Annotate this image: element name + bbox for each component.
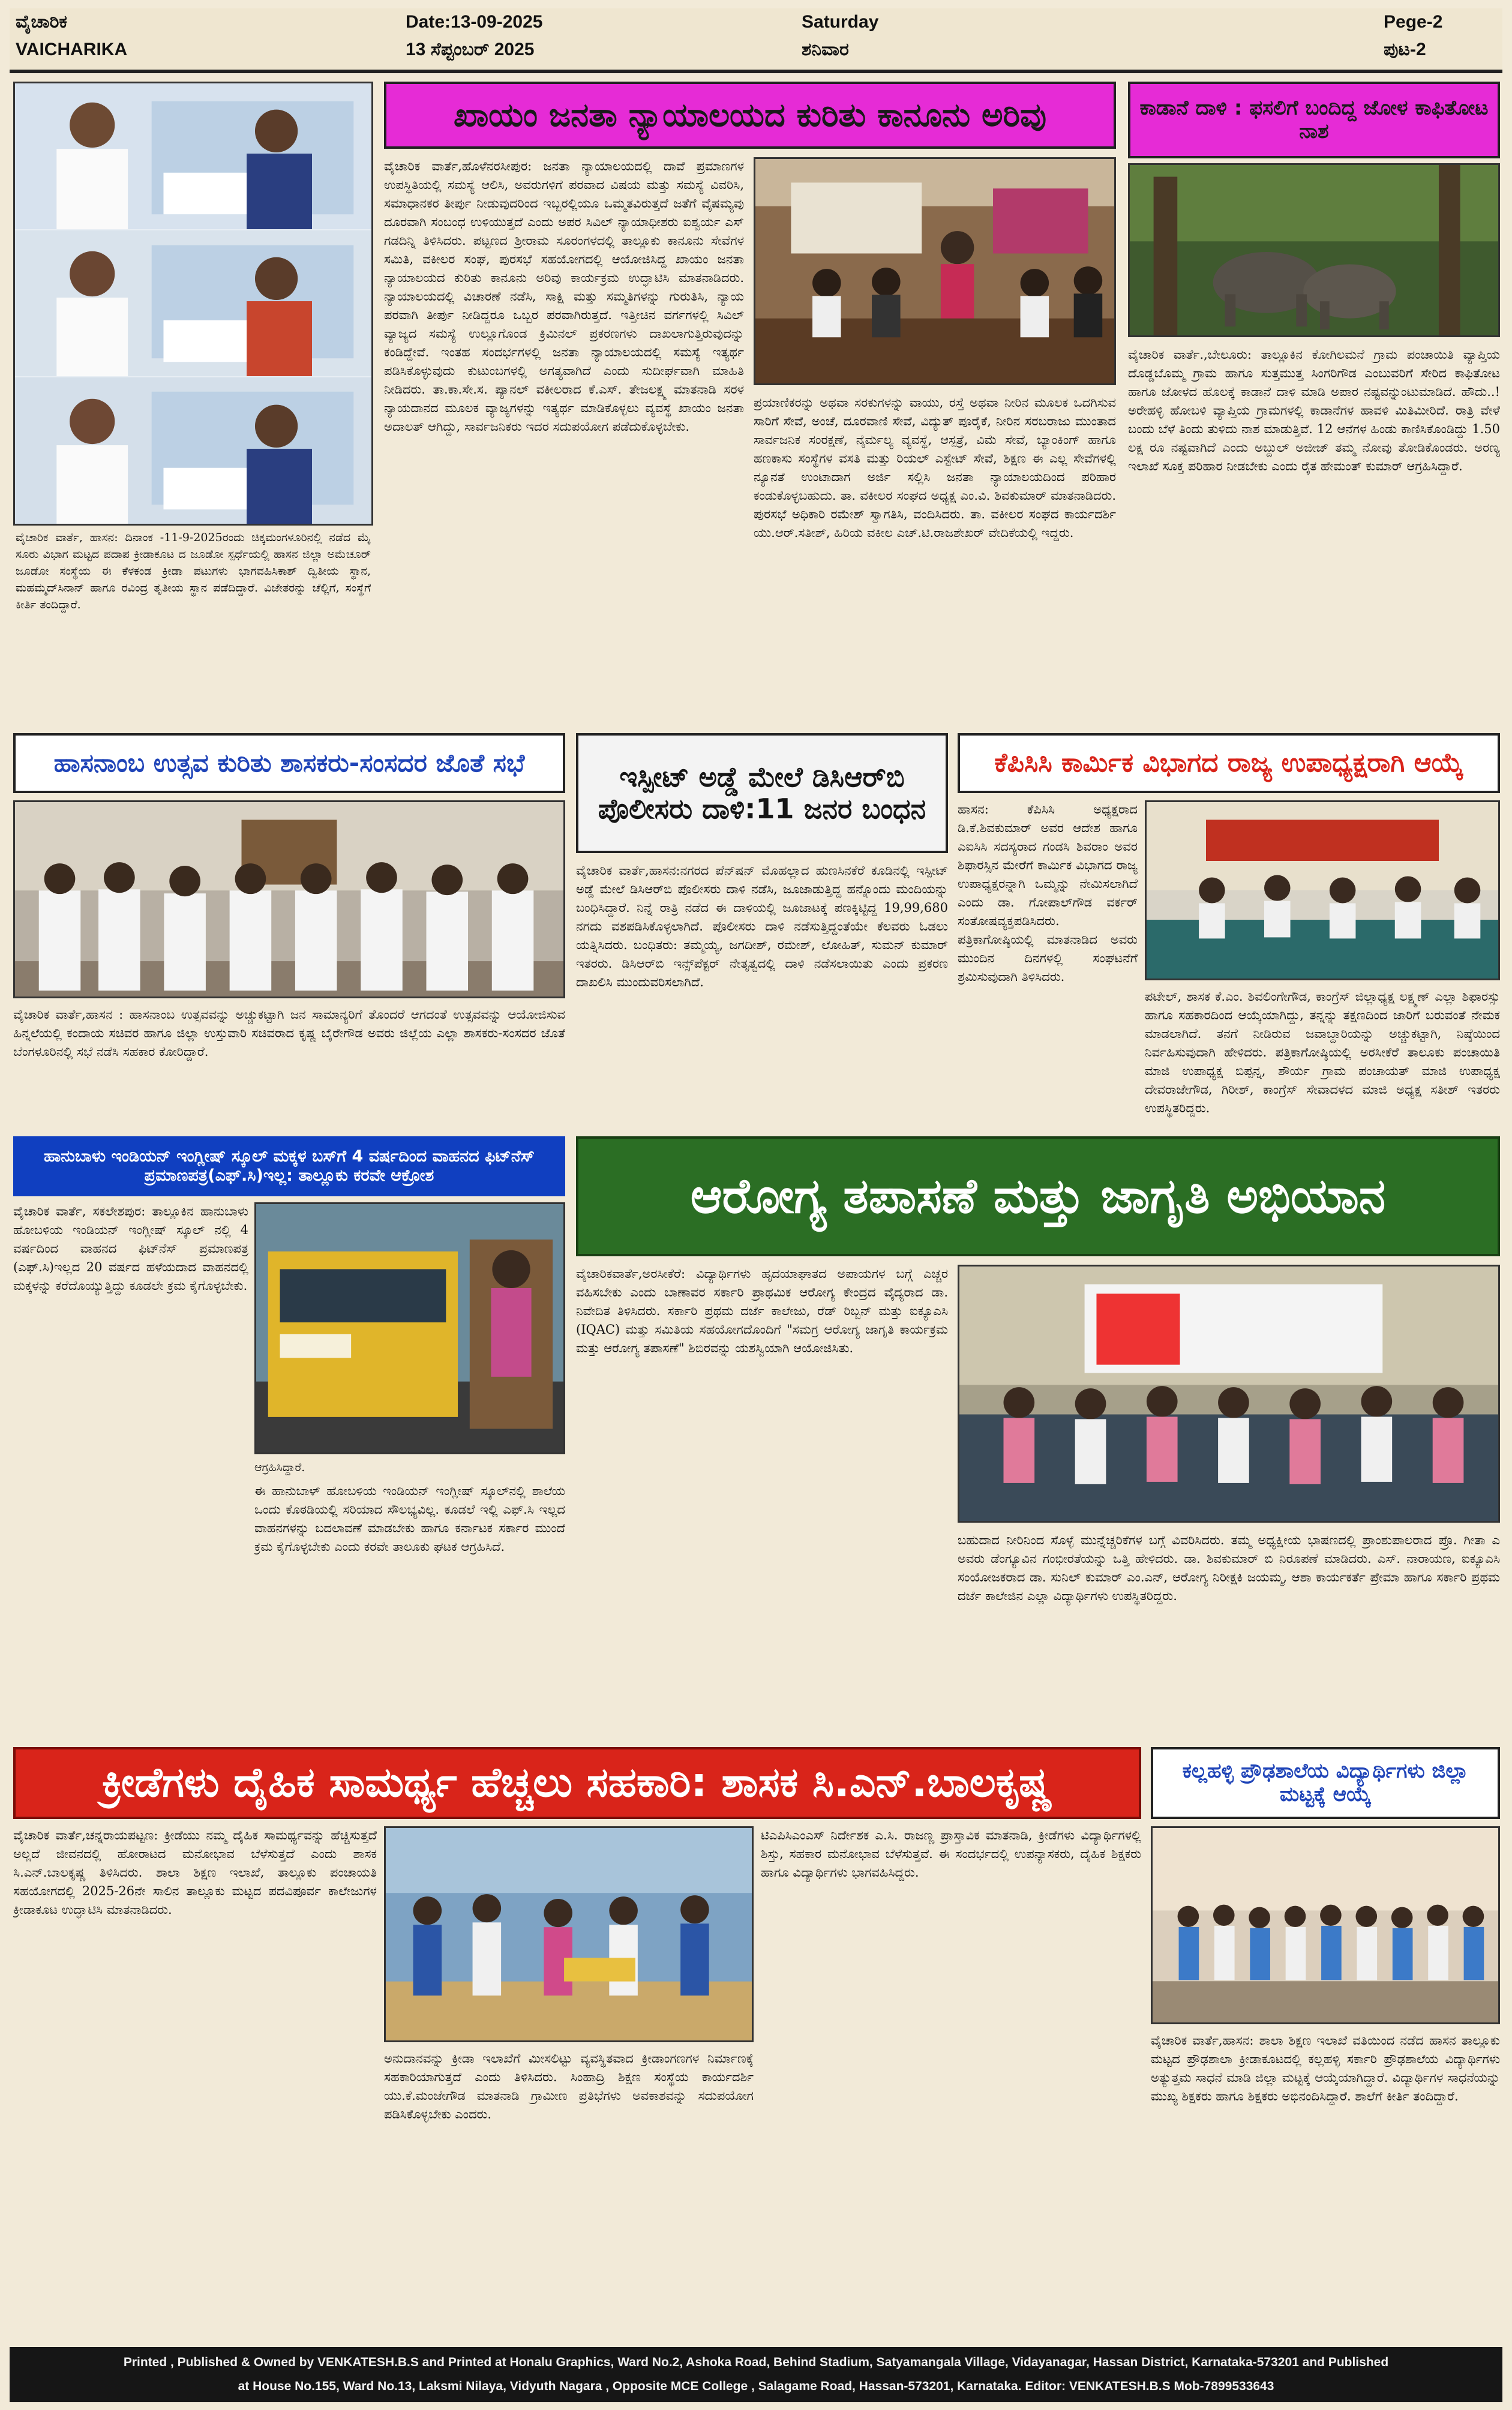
sports-col3: ಟಿಎಪಿಸಿಎಂಎಸ್ ನಿರ್ದೇಶಕ ಎ.ಸಿ. ರಾಜಣ್ಣ ಪ್ರಾಸ್ತಾವಿಕ ಮಾತನಾಡಿ, ಕ್ರೀಡೆಗಳು ವಿದ್ಯಾರ್ಥಿಗಳಲ್ಲಿ ಶಿಸ್ತು, ಸಹಕಾರ ಮನೋಭಾವ ಬೆಳೆಸುತ್ತವೆ. ಈ ಸಂದರ್ಭದಲ್ಲಿ ಉಪನ್ಯಾಸಕರು, ದೈಹಿಕ ಶಿಕ್ಷಕರು ಹಾಗೂ ವಿದ್ಯಾರ್ಥಿಗಳು ಭಾಗವಹಿಸಿದ್ದರು. <box>761 1828 1141 1880</box>
school-bus-col1: ವೈಚಾರಿಕ ವಾರ್ತೆ, ಸಕಲೇಶಪುರ: ತಾಲ್ಲೂಕಿನ ಹಾನುಬಾಳು ಹೋಬಳಿಯ ಇಂಡಿಯನ್ ಇಂಗ್ಲೀಷ್ ಸ್ಕೂಲ್ ನಲ್ಲಿ 4 ವರ್ಷದಿಂದ ವಾಹನದ ಫಿಟ್‌ನೆಸ್ ಪ್ರಮಾಣಪತ್ರ (ಎಫ್.ಸಿ)ಇಲ್ಲದ 20 ವರ್ಷದ ಹಳೆಯದಾದ ವಾಹನದಲ್ಲಿ ಮಕ್ಕಳನ್ನು ಕರೆದೊಯ್ಯುತ್ತಿದ್ದು ಕೂಡಲೇ ಕ್ರಮ ಕೈಗೊಳ್ಳಬೇಕು. <box>13 1204 248 1293</box>
imprint-line-1: Printed , Published & Owned by VENKATESH.B.S and Printed at Honalu Graphics, Ward No.2, Ashoka Road, Behind Stadium, Satyamangala Village, Vidayanagar, Hassan District, Karnataka-573201 and Published <box>123 2355 1389 2369</box>
karate-award-photo <box>13 82 373 526</box>
legal-awareness-headline: ಖಾಯಂ ಜನತಾ ನ್ಯಾಯಾಲಯದ ಕುರಿತು ಕಾನೂನು ಅರಿವು <box>384 82 1116 149</box>
karate-caption: ವೈಚಾರಿಕ ವಾರ್ತೆ, ಹಾಸನ: ದಿನಾಂಕ -11-9-2025ರಂದು ಚಿಕ್ಕಮಂಗಳೂರಿನಲ್ಲಿ ನಡೆದ ಮೈ ಸೂರು ವಿಭಾಗ ಮಟ್ಟದ ಪದಾಪ ಕ್ರೀಡಾಕೂಟ ದ ಜೂಡೋ ಸ್ಪರ್ಧೆಯಲ್ಲಿ ಹಾಸನ ಜಿಲ್ಲಾ ಅಮೆಚೂರ್ ಜೂಡೋ ಸಂಸ್ಥೆಯ ಈ ಕೆಳಕಂಡ ಕ್ರೀಡಾ ಪಟುಗಳು ಭಾಗವಹಿಸಿಕಾಶ್ ದ್ವಿತೀಯ ಸ್ಥಾನ, ಮಹಮ್ಮದ್‌ಸಿನಾನ್ ಹಾಗೂ ರವಿಂದ್ರ ತೃತೀಯ ಸ್ಥಾನ ಪಡೆದಿದ್ದಾರೆ. ವಿಜೇತರನ್ನು ಚೆಲ್ಲಿಗೆ, ಸಂಸ್ಥೆಗೆ ಕೀರ್ತಿ ತಂದಿದ್ದಾರೆ. <box>16 531 371 611</box>
masthead-day-kn: ಶನಿವಾರ <box>802 40 849 59</box>
school-bus-photo-caption: ಆಗ್ರಹಿಸಿದ್ದಾರೆ. <box>254 1461 305 1474</box>
elephant-attack-headline: ಕಾಡಾನೆ ದಾಳಿ : ಫಸಲಿಗೆ ಬಂದಿದ್ದ ಜೋಳ ಕಾಫಿತೋಟ ನಾಶ <box>1128 82 1500 158</box>
health-camp-photo <box>958 1265 1500 1523</box>
school-bus-col2: ಈ ಹಾನುಬಾಳ್ ಹೋಬಳಿಯ ಇಂಡಿಯನ್ ಇಂಗ್ಲೀಷ್ ಸ್ಕೂಲ್‌ನಲ್ಲಿ ಶಾಲೆಯ ಒಂದು ಕೊಠಡಿಯಲ್ಲಿ ಸರಿಯಾದ ಸೌಲಭ್ಯವಿಲ್ಲ. ಕೂಡಲೆ ಇಲ್ಲಿ ಎಫ್.ಸಿ ಇಲ್ಲದ ವಾಹನಗಳನ್ನು ಬದಲಾವಣೆ ಮಾಡಬೇಕು ಹಾಗೂ ಕರ್ನಾಟಕ ಸರ್ಕಾರ ಮುಂದೆ ಕ್ರಮ ಕೈಗೊಳ್ಳಬೇಕು ಎಂದು ಕರವೇ ತಾಲೂಕು ಘಟಕ ಆಗ್ರಹಿಸಿದೆ. <box>254 1484 565 1554</box>
health-camp-headline: ಆರೋಗ್ಯ ತಪಾಸಣೆ ಮತ್ತು ಜಾಗೃತಿ ಅಭಿಯಾನ <box>576 1136 1500 1256</box>
kallahalli-school-text: ವೈಚಾರಿಕ ವಾರ್ತೆ,ಹಾಸನ: ಶಾಲಾ ಶಿಕ್ಷಣ ಇಲಾಖೆ ವತಿಯಿಂದ ನಡೆದ ಹಾಸನ ತಾಲ್ಲೂಕು ಮಟ್ಟದ ಪ್ರೌಢಶಾಲಾ ಕ್ರೀಡಾಕೂಟದಲ್ಲಿ ಕಲ್ಲಹಳ್ಳಿ ಸರ್ಕಾರಿ ಪ್ರೌಢಶಾಲೆಯ ವಿದ್ಯಾರ್ಥಿಗಳು ಅತ್ಯುತ್ತಮ ಸಾಧನೆ ಮಾಡಿ ಜಿಲ್ಲಾ ಮಟ್ಟಕ್ಕೆ ಆಯ್ಕೆಯಾಗಿದ್ದಾರೆ. ವಿದ್ಯಾರ್ಥಿಗಳ ಸಾಧನೆಯನ್ನು ಮುಖ್ಯ ಶಿಕ್ಷಕರು ಹಾಗೂ ಶಿಕ್ಷಕರು ಅಭಿನಂದಿಸಿದ್ದಾರೆ. ಶಾಲೆಗೆ ಕೀರ್ತಿ ತಂದಿದ್ದಾರೆ. <box>1151 2033 1500 2103</box>
elephant-photo <box>1128 163 1500 337</box>
masthead <box>10 8 1502 73</box>
masthead-date-kn: 13 ಸೆಪ್ಟಂಬರ್ 2025 <box>406 40 535 59</box>
hasanamba-headline: ಹಾಸನಾಂಬ ಉತ್ಸವ ಕುರಿತು ಶಾಸಕರು-ಸಂಸದರ ಜೊತೆ ಸಭೆ <box>13 733 565 793</box>
sports-headline: ಕ್ರೀಡೆಗಳು ದೈಹಿಕ ಸಾಮರ್ಥ್ಯ ಹೆಚ್ಚಲು ಸಹಕಾರಿ: ಶಾಸಕ ಸಿ.ಎನ್.ಬಾಲಕೃಷ್ಣ <box>13 1747 1141 1819</box>
masthead-title-en: VAICHARIKA <box>16 40 128 59</box>
legal-awareness-photo <box>754 157 1116 385</box>
kpcc-appointment-headline: ಕೆಪಿಸಿಸಿ ಕಾರ್ಮಿಕ ವಿಭಾಗದ ರಾಜ್ಯ ಉಪಾಧ್ಯಕ್ಷರಾಗಿ ಆಯ್ಕೆ <box>958 733 1500 793</box>
gambling-raid-text: ವೈಚಾರಿಕ ವಾರ್ತೆ,ಹಾಸನ:ನಗರದ ಪೆನ್‌ಷನ್ ಮೊಹಲ್ಲಾದ ಹುಣಸಿನಕೆರೆ ಕೂಡಿನಲ್ಲಿ ಇಸ್ಪೀಟ್ ಅಡ್ಡೆ ಮೇಲೆ ಡಿಸಿಆರ್‌ಬಿ ಪೊಲೀಸರು ದಾಳಿ ನಡೆಸಿ, ಜೂಜಾಡುತ್ತಿದ್ದ ಹನ್ನೊಂದು ಮಂದಿಯನ್ನು ಬಂಧಿಸಿದ್ದಾರೆ. ನಿನ್ನೆ ರಾತ್ರಿ ನಡೆದ ಈ ದಾಳಿಯಲ್ಲಿ ಜೂಜಾಟಕ್ಕೆ ಪಣಕ್ಕಿಟ್ಟಿದ್ದ 19,99,680 ನಗದು ವಶಪಡಿಸಿಕೊಳ್ಳಲಾಗಿದೆ. ಪೊಲೀಸರು ದಾಳಿ ನಡೆಸುತ್ತಿದ್ದಂತೆಯೇ ಕೆಲವರು ಓಡಲು ಯತ್ನಿಸಿದರು. ಬಂಧಿತರು: ತಮ್ಮಯ್ಯ, ಜಗದೀಶ್, ರಮೇಶ್, ಲೋಹಿತ್, ಸುಮನ್ ಕುಮಾರ್ ಇತರರು. ಡಿಸಿಆರ್‌ಬಿ ಇನ್ಸ್‌ಪೆಕ್ಟರ್ ನೇತೃತ್ವದಲ್ಲಿ ದಾಳಿ ನಡೆಸಲಾಯಿತು ಎಂದು ಪ್ರಕರಣ ದಾಖಲಿಸಿ ಮುಂದುವರಿಸಲಾಗಿದೆ. <box>576 863 948 989</box>
imprint-line-2: at House No.155, Ward No.13, Laksmi Nilaya, Vidyuth Nagara , Opposite MCE College , Salagame Road, Hassan-573201, Karnataka. Editor: VENKATESH.B.S Mob-7899533643 <box>238 2379 1274 2393</box>
hasanamba-text: ವೈಚಾರಿಕ ವಾರ್ತೆ,ಹಾಸನ : ಹಾಸನಾಂಬ ಉತ್ಸವವನ್ನು ಅಚ್ಚುಕಟ್ಟಾಗಿ ಜನ ಸಾಮಾನ್ಯರಿಗೆ ತೊಂದರೆ ಆಗದಂತೆ ಉತ್ಸವವನ್ನು ಆಯೋಜಿಸುವ ಹಿನ್ನಲೆಯಲ್ಲಿ ಕಂದಾಯ ಸಚಿವರ ಹಾಗೂ ಜಿಲ್ಲಾ ಉಸ್ತುವಾರಿ ಸಚಿವರಾದ ಕೃಷ್ಣ ಬೈರೇಗೌಡ ಅವರು ಜಿಲ್ಲೆಯ ಎಲ್ಲಾ ಶಾಸಕರು-ಸಂಸದರ ಜೊತೆ ಬೆಂಗಳೂರಿನಲ್ಲಿ ಸಭೆ ನಡೆಸಿ ಸಹಕಾರ ಕೋರಿದ್ದಾರೆ. <box>13 1007 565 1059</box>
masthead-page-en: Pege-2 <box>1384 12 1443 32</box>
press-meet-photo <box>1145 800 1500 980</box>
kpcc-appointment-col1: ಹಾಸನ: ಕೆಪಿಸಿಸಿ ಅಧ್ಯಕ್ಷರಾದ ಡಿ.ಕೆ.ಶಿವಕುಮಾರ್ ಅವರ ಆದೇಶ ಹಾಗೂ ಎಐಸಿಸಿ ಸದಸ್ಯರಾದ ಗಂಡಸಿ ಶಿವರಾಂ ಅವರ ಶಿಫಾರಸ್ಸಿನ ಮೇರೆಗೆ ಕಾರ್ಮಿಕ ವಿಭಾಗದ ರಾಜ್ಯ ಉಪಾಧ್ಯಕ್ಷರನ್ನಾಗಿ ಒಮ್ಮನ್ನು ನೇಮಿಸಲಾಗಿದೆ ಎಂದು ಡಾ. ಗೋಪಾಲ್‌ಗೌಡ ವರ್ಕರ್ ಸಂತೋಷವ್ಯಕ್ತಪಡಿಸಿದರು. ಪತ್ರಿಕಾಗೋಷ್ಠಿಯಲ್ಲಿ ಮಾತನಾಡಿದ ಅವರು ಮುಂದಿನ ದಿನಗಳಲ್ಲಿ ಸಂಘಟನೆಗೆ ಶ್ರಮಿಸುವುದಾಗಿ ತಿಳಿಸಿದರು. <box>958 802 1138 984</box>
school-bus-photo <box>254 1202 565 1454</box>
sports-event-photo <box>384 1826 754 2042</box>
masthead-title-kn: ವೈಚಾರಿಕ <box>16 12 67 32</box>
sports-col2: ಅನುದಾನವನ್ನು ಕ್ರೀಡಾ ಇಲಾಖೆಗೆ ಮೀಸಲಿಟ್ಟು ವ್ಯವಸ್ಥಿತವಾದ ಕ್ರೀಡಾಂಗಣಗಳ ನಿರ್ಮಾಣಕ್ಕೆ ಸಹಕಾರಿಯಾಗುತ್ತದೆ ಎಂದು ತಿಳಿಸಿದರು. ಸಿಂಹಾದ್ರಿ ಶಿಕ್ಷಣ ಸಂಸ್ಥೆಯ ಕಾರ್ಯದರ್ಶಿ ಯು.ಕೆ.ಮಂಜೇಗೌಡ ಮಾತನಾಡಿ ಗ್ರಾಮೀಣ ಪ್ರತಿಭೆಗಳು ಅವಕಾಶವನ್ನು ಸದುಪಯೋಗ ಪಡಿಸಿಕೊಳ್ಳಬೇಕು ಎಂದರು. <box>384 2051 754 2121</box>
imprint-footer <box>10 2347 1502 2402</box>
kallahalli-students-photo <box>1151 1826 1500 2024</box>
health-camp-col2: ಬಹುದಾದ ನೀರಿನಿಂದ ಸೊಳ್ಳೆ ಮುನ್ನೆಚ್ಚರಿಕೆಗಳ ಬಗ್ಗೆ ವಿವರಿಸಿದರು. ತಮ್ಮ ಅಧ್ಯಕ್ಷೀಯ ಭಾಷಣದಲ್ಲಿ ಪ್ರಾಂಶುಪಾಲರಾದ ಪ್ರೊ. ಗೀತಾ ಎ ಅವರು ಡೆಂಗ್ಯೂವಿನ ಗಂಭೀರತೆಯನ್ನು ಒತ್ತಿ ಹೇಳಿದರು. ಡಾ. ಶಿವಕುಮಾರ್ ಬಿ ನಿರೂಪಣೆ ಮಾಡಿದರು. ಎಸ್. ನಾರಾಯಣ, ಐಕ್ಯೂಎಸಿ ಸಂಯೋಜಕರಾದ ಡಾ. ಸುನಿಲ್ ಕುಮಾರ್ ಎಂ.ಎನ್, ಆರೋಗ್ಯ ನಿರೀಕ್ಷಕಿ ಜಯಮ್ಮ, ಆಶಾ ಕಾರ್ಯಕರ್ತೆ ಪ್ರೇಮಾ ಹಾಗೂ ಸರ್ಕಾರಿ ಪ್ರಥಮ ದರ್ಜೆ ಕಾಲೇಜಿನ ಎಲ್ಲಾ ವಿದ್ಯಾರ್ಥಿಗಳು ಉಪಸ್ಥಿತರಿದ್ದರು. <box>958 1533 1500 1603</box>
gambling-raid-headline: ಇಸ್ಪೀಟ್ ಅಡ್ಡೆ ಮೇಲೆ ಡಿಸಿಆರ್‌ಬಿ ಪೊಲೀಸರು ದಾಳಿ:11 ಜನರ ಬಂಧನ <box>576 733 948 853</box>
kpcc-appointment-col2: ಪಟೇಲ್, ಶಾಸಕ ಕೆ.ಎಂ. ಶಿವಲಿಂಗೇಗೌಡ, ಕಾಂಗ್ರೆಸ್ ಜಿಲ್ಲಾಧ್ಯಕ್ಷ ಲಕ್ಷ್ಮಣ್ ಎಲ್ಲಾ ಶಿಫಾರಸ್ಸು ಹಾಗೂ ಸಹಕಾರದಿಂದ ಆಯ್ಕೆಯಾಗಿದ್ದು, ತನ್ನನ್ನು ತಕ್ಷಣದಿಂದ ಜಾರಿಗೆ ಬರುವಂತೆ ನೇಮಕ ಮಾಡಲಾಗಿದೆ. ತನಗೆ ನೀಡಿರುವ ಜವಾಬ್ದಾರಿಯನ್ನು ಅಚ್ಚುಕಟ್ಟಾಗಿ, ನಿಷ್ಠೆಯಿಂದ ನಿರ್ವಹಿಸುವುದಾಗಿ ಹೇಳಿದರು. ಪತ್ರಿಕಾಗೋಷ್ಠಿಯಲ್ಲಿ ಅರಸೀಕೆರೆ ತಾಲೂಕು ಪಂಚಾಯಿತಿ ಮಾಜಿ ಉಪಾಧ್ಯಕ್ಷ ಬಿಪ್ಪನ್ನ, ಶೌರ್ಯ ಗ್ರಾಮ ಪಂಚಾಯತ್ ಮಾಜಿ ಉಪಾಧ್ಯಕ್ಷ ದೇವರಾಜೇಗೌಡ, ಗಿರೀಶ್, ಕಾಂಗ್ರೆಸ್ ಸೇವಾದಳದ ಮಾಜಿ ಅಧ್ಯಕ್ಷ ಸತೀಶ್ ಇತರರು ಉಪಸ್ಥಿತರಿದ್ದರು. <box>1145 989 1500 1115</box>
health-camp-col1: ವೈಚಾರಿಕವಾರ್ತೆ,ಅರಸೀಕೆರೆ: ವಿದ್ಯಾರ್ಥಿಗಳು ಹೃದಯಾಘಾತದ ಅಪಾಯಗಳ ಬಗ್ಗೆ ಎಚ್ಚರ ವಹಿಸಬೇಕು ಎಂದು ಬಾಣಾವರ ಸರ್ಕಾರಿ ಪ್ರಾಥಮಿಕ ಆರೋಗ್ಯ ಕೇಂದ್ರದ ವೈದ್ಯರಾದ ಡಾ. ನಿವೇದಿತ ತಿಳಿಸಿದರು. ಸರ್ಕಾರಿ ಪ್ರಥಮ ದರ್ಜೆ ಕಾಲೇಜು, ರೆಡ್ ರಿಬ್ಬನ್ ಮತ್ತು ಐಕ್ಯೂಎಸಿ (IQAC) ಮತ್ತು ಸಮಿತಿಯ ಸಹಯೋಗದೊಂದಿಗೆ "ಸಮಗ್ರ ಆರೋಗ್ಯ ಜಾಗೃತಿ ಕಾರ್ಯಕ್ರಮ ಮತ್ತು ಆರೋಗ್ಯ ತಪಾಸಣೆ" ಶಿಬಿರವನ್ನು ಯಶಸ್ವಿಯಾಗಿ ಆಯೋಜಿಸಿತು. <box>576 1266 948 1355</box>
masthead-page-kn: ಪುಟ-2 <box>1384 40 1426 59</box>
legal-awareness-col2: ಪ್ರಯಾಣಿಕರನ್ನು ಅಥವಾ ಸರಕುಗಳನ್ನು ವಾಯು, ರಸ್ತೆ ಅಥವಾ ನೀರಿನ ಮೂಲಕ ಒದಗಿಸುವ ಸಾರಿಗೆ ಸೇವೆ, ಅಂಚೆ, ದೂರವಾಣಿ ಸೇವೆ, ವಿದ್ಯುತ್ ಪೂರೈಕೆ, ನೀರಿನ ಸರಬರಾಜು ಮುಂತಾದ ಸಾರ್ವಜನಿಕ ಸಂರಕ್ಷಣೆ, ನೈರ್ಮಲ್ಯ ವ್ಯವಸ್ಥೆ, ಆಸ್ಪತ್ರೆ, ವಿಮೆ ಸೇವೆ, ಬ್ಯಾಂಕಿಂಗ್ ಹಾಗೂ ಹಣಕಾಸು ಸಂಸ್ಥೆಗಳ ವಸತಿ ಮತ್ತು ರಿಯಲ್ ಎಸ್ಟೇಟ್ ಸೇವೆ, ಶಿಕ್ಷಣ ಈ ಎಲ್ಲ ಸೇವೆಗಳಲ್ಲಿ ನ್ಯೂನತೆ ಉಂಟಾದಾಗ ಅರ್ಜಿ ಸಲ್ಲಿಸಿ ಜನತಾ ನ್ಯಾಯಾಲಯದಿಂದ ಪರಿಹಾರ ಕಂಡುಕೊಳ್ಳಬಹುದು. ತಾ. ವಕೀಲರ ಸಂಘದ ಅಧ್ಯಕ್ಷ ಎಂ.ವಿ. ಶಿವಕುಮಾರ್ ಮಾತನಾಡಿದರು. ಪುರಸಭೆ ಅಧಿಕಾರಿ ರಮೇಶ್ ಸ್ವಾಗತಿಸಿ, ವಂದಿಸಿದರು. ತಾ. ವಕೀಲರ ಸಂಘದ ಕಾರ್ಯದರ್ಶಿ ಯು.ಆರ್.ಸತೀಶ್, ಹಿರಿಯ ವಕೀಲ ಎಚ್.ಟಿ.ರಾಜಶೇಖರ್ ವೇದಿಕೆಯಲ್ಲಿ ಇದ್ದರು. <box>754 395 1116 540</box>
masthead-day-en: Saturday <box>802 12 879 32</box>
hasanamba-meeting-photo <box>13 800 565 998</box>
elephant-attack-text: ವೈಚಾರಿಕ ವಾರ್ತೆ.,ಬೇಲೂರು: ತಾಲ್ಲೂಕಿನ ಕೋಗಿಲಮನೆ ಗ್ರಾಮ ಪಂಚಾಯಿತಿ ವ್ಯಾಪ್ತಿಯ ದೊಡ್ಡಬೊಮ್ಮ ಗ್ರಾಮ ಹಾಗೂ ಸುತ್ತಮುತ್ತ ಸಿಂಗರಿಗೌಡ ಎಂಬುವರಿಗೆ ಸೇರಿದ ಕಾಫಿತೋಟ ಹಾಗೂ ಜೋಳದ ಹೊಲಕ್ಕೆ ಕಾಡಾನೆ ದಾಳಿ ಮಾಡಿ ಅಪಾರ ನಷ್ಟವನ್ನುಂಟುಮಾಡಿದೆ. ಹೌದು..! ಅರೇಹಳ್ಳಿ ಹೋಬಳಿ ವ್ಯಾಪ್ತಿಯ ಗ್ರಾಮಗಳಲ್ಲಿ ಕಾಡಾನೆಗಳ ಹಾವಳಿ ಮಿತಿಮೀರಿದೆ. ರಾತ್ರಿ ವೇಳೆ ಬಂದು ಬೆಳೆ ತಿಂದು ತುಳಿದು ನಾಶ ಮಾಡುತ್ತಿವೆ. 12 ಆನೆಗಳ ಹಿಂಡು ಕಾಣಿಸಿಕೊಂಡಿದ್ದು 1.50 ಲಕ್ಷ ರೂ ನಷ್ಟವಾಗಿದೆ ಎಂದು ಅಬ್ದುಲ್ ಅಜೀಜ್ ತಮ್ಮ ನೋವು ತೋಡಿಕೊಂಡರು. ಅರಣ್ಯ ಇಲಾಖೆ ಸೂಕ್ತ ಪರಿಹಾರ ನೀಡಬೇಕು ಎಂದು ರೈತ ಹೇಮಂತ್ ಕುಮಾರ್ ಆಗ್ರಹಿಸಿದ್ದಾರೆ. <box>1128 347 1500 473</box>
school-bus-headline: ಹಾನುಬಾಳು ಇಂಡಿಯನ್ ಇಂಗ್ಲೀಷ್ ಸ್ಕೂಲ್ ಮಕ್ಕಳ ಬಸ್‌ಗೆ 4 ವರ್ಷದಿಂದ ವಾಹನದ ಫಿಟ್‌ನೆಸ್ ಪ್ರಮಾಣಪತ್ರ(ಎಫ್.ಸಿ)ಇಲ್ಲ: ತಾಲ್ಲೂಕು ಕರವೇ ಆಕ್ರೋಶ <box>13 1136 565 1196</box>
legal-awareness-col1: ವೈಚಾರಿಕ ವಾರ್ತೆ,ಹೊಳೆನರಸೀಪುರ: ಜನತಾ ನ್ಯಾಯಾಲಯದಲ್ಲಿ ದಾವೆ ಪ್ರಮಾಣಗಳ ಉಪಸ್ಥಿತಿಯಲ್ಲಿ ಸಮಸ್ಯೆ ಆಲಿಸಿ, ಅವರುಗಳಿಗೆ ಪರವಾದ ವಿಷಯ ಮತ್ತು ಸಮಸ್ಯೆ ವಿವರಿಸಿ, ಸಮಾಧಾನಕರ ತೀರ್ಪು ನೀಡುವುದರಿಂದ ಇಬ್ಬರಲ್ಲಿಯೂ ಒಮ್ಮತವಿರುತ್ತದೆ ಜತೆಗೆ ವೈಷಮ್ಯವು ದೂರವಾಗಿ ಸಂಬಂಧ ಉಳಿಯುತ್ತದೆ ಎಂದು ಅಪರ ಸಿವಿಲ್ ನ್ಯಾಯಾಧೀಶರು ಐಶ್ವರ್ಯ ಎಸ್ ಗಡದಿನ್ನಿ ತಿಳಿಸಿದರು. ಪಟ್ಟಣದ ಶ್ರೀರಾಮ ಸೂರಂಗಳದಲ್ಲಿ ತಾಲ್ಲೂಕು ಕಾನೂನು ಸೇವೆಗಳ ಸಮಿತಿ, ವಕೀಲರ ಸಂಘ, ಪುರಸಭೆ ಸಹಯೋಗದಲ್ಲಿ ಆಯೋಜಿಸಿದ್ದ ಖಾಯಂ ಜನತಾ ನ್ಯಾಯಾಲಯದ ಕುರಿತು ಕಾನೂನು ಅರಿವು ಕಾರ್ಯಕ್ರಮ ಉದ್ಘಾಟಿಸಿ ಮಾತನಾಡಿದರು. ನ್ಯಾಯಾಲಯದಲ್ಲಿ ವಿಚಾರಣೆ ನಡೆಸಿ, ಸಾಕ್ಷಿ ಮತ್ತು ಸಮ್ಮತಿಗಳನ್ನು ಗುರುತಿಸಿ, ನ್ಯಾಯ ಪರವಾಗಿ ತೀರ್ಪು ನೀಡಿದ್ದರೂ ಒಬ್ಬರ ಪರವಾಗಿರುತ್ತದೆ. ಇತ್ತೀಚಿನ ವರ್ಗಗಳಲ್ಲಿ ಸಿವಿಲ್ ವ್ಯಾಜ್ಯದ ಸಮಸ್ಯೆ ಉಲ್ಲೂಗೊಂಡ ಕ್ರಿಮಿನಲ್ ಪ್ರಕರಣಗಳು ದಾಖಲಾಗುತ್ತಿರುವುದನ್ನು ಕಂಡಿದ್ದೇವೆ. ಇಂತಹ ಸಂದರ್ಭಗಳಲ್ಲಿ ಜನತಾ ನ್ಯಾಯಾಲಯದಲ್ಲಿ ಸಮಸ್ಯೆ ಇತ್ಯರ್ಥ ಪಡಿಸಿಕೊಳ್ಳುವುದು ಕುಟುಂಬಗಳಲ್ಲಿ ಅಗತ್ಯವಾಗಿದೆ ಎಂದು ಸುದೀರ್ಘವಾಗಿ ಮಾಹಿತಿ ನೀಡಿದರು. ತಾ.ಕಾ.ಸೇ.ಸ. ಪ್ಯಾನಲ್ ವಕೀಲರಾದ ಕೆ.ಎಸ್. ತೇಜಲಕ್ಷ್ಮ ಮಾತನಾಡಿ ಸರಳ ನ್ಯಾಯದಾನದ ಮೂಲಕ ವ್ಯಾಜ್ಯಗಳನ್ನು ಇತ್ಯರ್ಥ ಮಾಡಿಕೊಳ್ಳಲು ವ್ಯವಸ್ಥೆ ಖಾಯಂ ಜನತಾ ಅದಾಲತ್ ಆಗಿದ್ದು, ಸಾರ್ವಜನಿಕರು ಇದರ ಸದುಪಯೋಗ ಪಡೆದುಕೊಳ್ಳಬೇಕು. <box>384 159 744 434</box>
kallahalli-school-headline: ಕಲ್ಲಹಳ್ಳಿ ಪ್ರೌಢಶಾಲೆಯ ವಿದ್ಯಾರ್ಥಿಗಳು ಜಿಲ್ಲಾ ಮಟ್ಟಕ್ಕೆ ಆಯ್ಕೆ <box>1151 1747 1500 1819</box>
sports-col1: ವೈಚಾರಿಕ ವಾರ್ತೆ,ಚನ್ನರಾಯಪಟ್ಟಣ: ಕ್ರೀಡೆಯು ನಮ್ಮ ದೈಹಿಕ ಸಾಮರ್ಥ್ಯವನ್ನು ಹೆಚ್ಚಿಸುತ್ತದೆ ಅಲ್ಲದೆ ಜೀವನದಲ್ಲಿ ಹೋರಾಟದ ಮನೋಭಾವ ಬೆಳೆಸುತ್ತದೆ ಎಂದು ಶಾಸಕ ಸಿ.ಎನ್.ಬಾಲಕೃಷ್ಣ ತಿಳಿಸಿದರು. ಶಾಲಾ ಶಿಕ್ಷಣ ಇಲಾಖೆ, ತಾಲ್ಲೂಕು ಪಂಚಾಯತಿ ಸಹಯೋಗದಲ್ಲಿ 2025-26ನೇ ಸಾಲಿನ ತಾಲ್ಲೂಕು ಮಟ್ಟದ ಪದವಿಪೂರ್ವ ಕಾಲೇಜುಗಳ ಕ್ರೀಡಾಕೂಟ ಉದ್ಘಾಟಿಸಿ ಮಾತನಾಡಿದರು. <box>13 1828 377 1917</box>
masthead-date-en: Date:13-09-2025 <box>406 12 543 32</box>
